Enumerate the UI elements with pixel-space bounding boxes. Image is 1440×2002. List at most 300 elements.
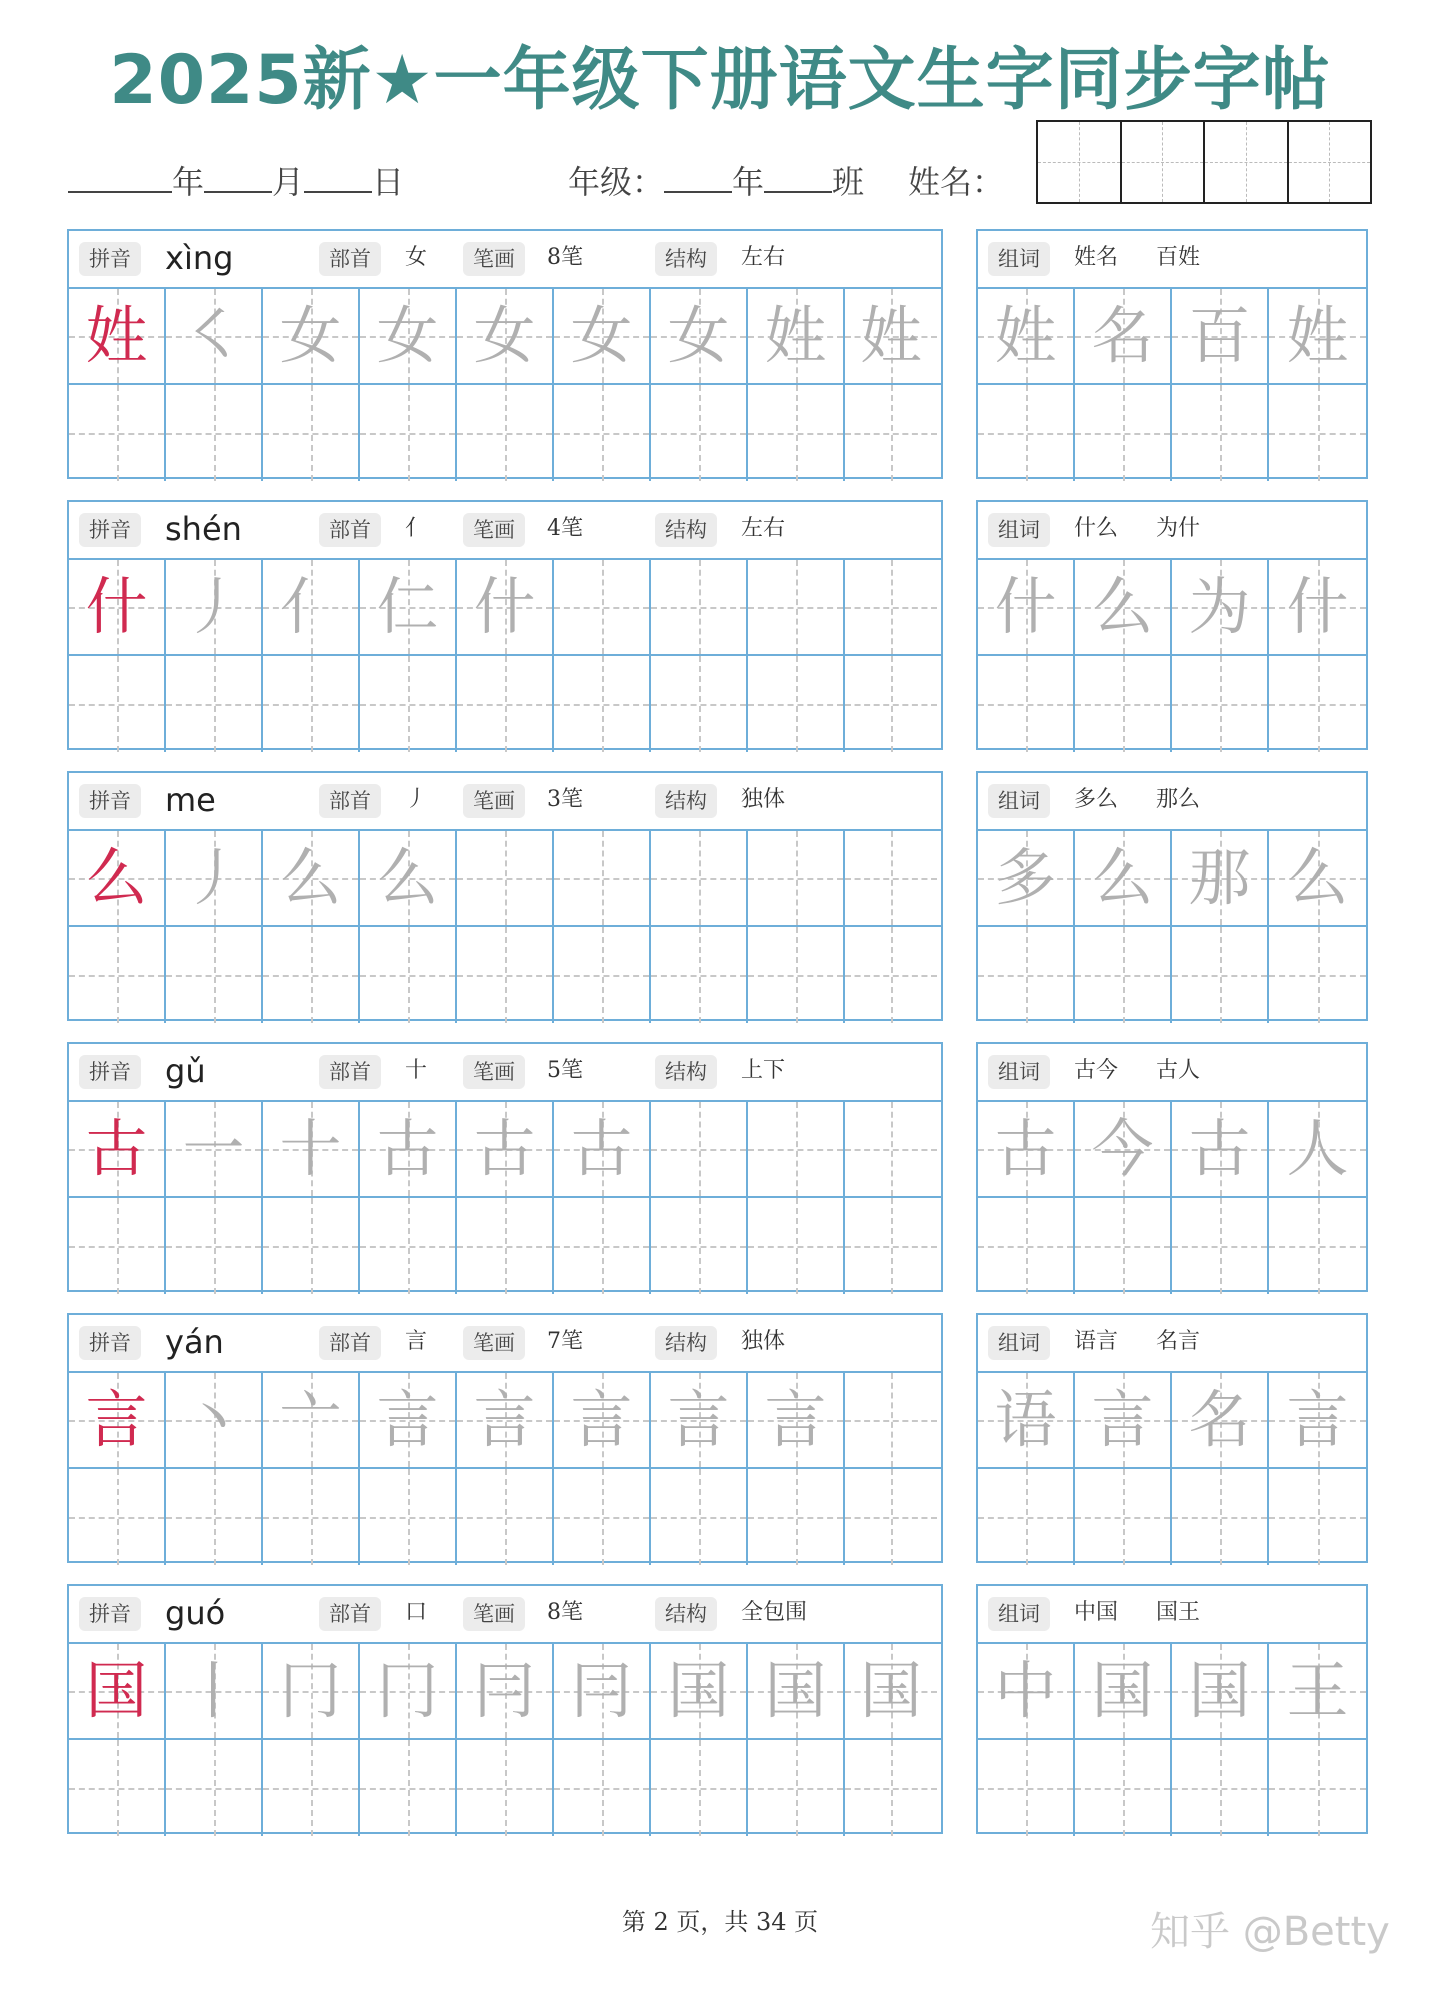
trace-character: 古 — [994, 1112, 1057, 1185]
character-practice-block — [67, 1584, 943, 1834]
trace-character: 国 — [764, 1654, 827, 1727]
main-character: 什 — [85, 570, 148, 643]
writing-cell[interactable] — [69, 1740, 166, 1836]
writing-cell[interactable] — [360, 1740, 457, 1836]
pinyin-value: yán — [165, 1323, 224, 1361]
words-tag: 组词 — [988, 513, 1050, 547]
writing-cell[interactable] — [845, 1102, 937, 1196]
word-cell[interactable] — [1172, 831, 1269, 925]
class-blank[interactable] — [764, 161, 832, 193]
writing-cell[interactable] — [360, 385, 457, 481]
trace-character: 今 — [1091, 1112, 1154, 1185]
writing-cell[interactable] — [457, 1469, 554, 1565]
writing-cell[interactable] — [360, 1102, 457, 1196]
word-cell[interactable] — [1075, 1469, 1172, 1565]
writing-cell[interactable] — [845, 1644, 937, 1738]
grade-blank[interactable] — [664, 161, 732, 193]
pinyin-value: me — [165, 781, 216, 819]
writing-cell[interactable] — [166, 1740, 263, 1836]
name-cell[interactable] — [1122, 122, 1206, 202]
writing-cell[interactable] — [554, 385, 651, 481]
writing-cell[interactable] — [360, 656, 457, 752]
word-cell[interactable] — [1075, 1198, 1172, 1294]
writing-cell[interactable] — [166, 1469, 263, 1565]
main-character: 姓 — [85, 299, 148, 372]
writing-cell[interactable] — [651, 385, 748, 481]
writing-cell[interactable] — [166, 289, 263, 383]
structure-value: 左右 — [741, 245, 786, 270]
name-box[interactable] — [1036, 120, 1372, 204]
character-practice-block — [67, 1313, 943, 1563]
radical-tag: 部首 — [319, 242, 381, 276]
word-info-bar — [978, 773, 1366, 831]
trace-character: 冂 — [279, 1654, 342, 1727]
grade-label: 年级： — [568, 163, 665, 201]
word-cell[interactable] — [1269, 831, 1366, 925]
trace-character: 女 — [279, 299, 342, 372]
structure-tag: 结构 — [655, 1055, 717, 1089]
trace-character: 亻 — [279, 570, 342, 643]
trace-character: 国 — [859, 1654, 922, 1727]
writing-cell[interactable] — [69, 831, 166, 925]
strokes-value: 8笔 — [547, 245, 583, 270]
writing-cell[interactable] — [651, 289, 748, 383]
writing-cell[interactable] — [69, 1198, 166, 1294]
radical-value: 口 — [405, 1600, 428, 1625]
trace-character: 言 — [667, 1383, 730, 1456]
writing-cell[interactable] — [263, 831, 360, 925]
words-tag: 组词 — [988, 242, 1050, 276]
writing-cell[interactable] — [651, 831, 748, 925]
writing-cell[interactable] — [457, 1102, 554, 1196]
trace-character: 国 — [667, 1654, 730, 1727]
writing-cell[interactable] — [554, 560, 651, 654]
word-cell[interactable] — [978, 560, 1075, 654]
writing-cell[interactable] — [845, 1198, 937, 1294]
word-cell[interactable] — [1172, 1469, 1269, 1565]
writing-cell[interactable] — [360, 560, 457, 654]
writing-cell[interactable] — [845, 927, 937, 1023]
trace-character: 丨 — [182, 1654, 245, 1727]
practice-row — [69, 1469, 941, 1565]
writing-cell[interactable] — [360, 1644, 457, 1738]
writing-cell[interactable] — [845, 1469, 937, 1565]
word-cell[interactable] — [1172, 289, 1269, 383]
trace-character: 么 — [1286, 841, 1349, 914]
word-cell[interactable] — [1075, 1740, 1172, 1836]
radical-tag: 部首 — [319, 1055, 381, 1089]
writing-cell[interactable] — [263, 1198, 360, 1294]
writing-cell[interactable] — [263, 1644, 360, 1738]
strokes-tag: 笔画 — [463, 513, 525, 547]
name-cell[interactable] — [1038, 122, 1122, 202]
page-title: 2025新★一年级下册语文生字同步字帖 — [109, 41, 1331, 120]
writing-cell[interactable] — [69, 1644, 166, 1738]
word-cell[interactable] — [1075, 560, 1172, 654]
writing-cell[interactable] — [651, 656, 748, 752]
trace-character: 女 — [667, 299, 730, 372]
trace-character: 国 — [1188, 1654, 1251, 1727]
word-cell[interactable] — [1172, 927, 1269, 1023]
writing-cell[interactable] — [69, 385, 166, 481]
writing-cell[interactable] — [263, 1740, 360, 1836]
writing-cell[interactable] — [69, 289, 166, 383]
month-blank[interactable] — [204, 161, 272, 193]
word-cell[interactable] — [1269, 560, 1366, 654]
word-cell[interactable] — [1269, 1373, 1366, 1467]
writing-cell[interactable] — [457, 1644, 554, 1738]
word-practice-row — [978, 1469, 1366, 1565]
trace-character: 言 — [473, 1383, 536, 1456]
strokes-value: 4笔 — [547, 516, 583, 541]
word-cell[interactable] — [1172, 1102, 1269, 1196]
writing-cell[interactable] — [69, 1102, 166, 1196]
writing-cell[interactable] — [360, 1198, 457, 1294]
word-cell[interactable] — [1075, 656, 1172, 752]
writing-cell[interactable] — [748, 831, 845, 925]
practice-row — [69, 1198, 941, 1294]
writing-cell[interactable] — [554, 656, 651, 752]
writing-cell[interactable] — [845, 1373, 937, 1467]
word-cell[interactable] — [978, 1102, 1075, 1196]
writing-cell[interactable] — [166, 656, 263, 752]
trace-character: 言 — [570, 1383, 633, 1456]
writing-cell[interactable] — [651, 560, 748, 654]
trace-character: 名 — [1091, 299, 1154, 372]
writing-cell[interactable] — [166, 1198, 263, 1294]
trace-character: 姓 — [764, 299, 827, 372]
trace-character: 么 — [1091, 570, 1154, 643]
writing-cell[interactable] — [845, 385, 937, 481]
word-cell[interactable] — [978, 385, 1075, 481]
word-cell[interactable] — [1172, 1373, 1269, 1467]
word-cell[interactable] — [1172, 656, 1269, 752]
writing-cell[interactable] — [263, 1102, 360, 1196]
main-character: 古 — [85, 1112, 148, 1185]
writing-cell[interactable] — [554, 1740, 651, 1836]
pinyin-value: shén — [165, 510, 242, 548]
writing-cell[interactable] — [748, 1740, 845, 1836]
writing-cell[interactable] — [69, 560, 166, 654]
trace-character: 么 — [1091, 841, 1154, 914]
character-info-bar — [69, 1044, 941, 1102]
word-practice-row — [978, 927, 1366, 1023]
writing-cell[interactable] — [457, 927, 554, 1023]
word-practice-row — [978, 385, 1366, 481]
word-cell[interactable] — [1172, 1198, 1269, 1294]
writing-cell[interactable] — [263, 1469, 360, 1565]
trace-row — [69, 1102, 941, 1198]
writing-cell[interactable] — [554, 289, 651, 383]
character-info-bar — [69, 231, 941, 289]
writing-cell[interactable] — [69, 927, 166, 1023]
trace-character: 什 — [1286, 570, 1349, 643]
trace-character: 古 — [1188, 1112, 1251, 1185]
writing-cell[interactable] — [263, 927, 360, 1023]
trace-character: 王 — [1286, 1654, 1349, 1727]
writing-cell[interactable] — [748, 385, 845, 481]
word-practice-block — [976, 229, 1368, 479]
writing-cell[interactable] — [69, 1469, 166, 1565]
writing-cell[interactable] — [360, 1373, 457, 1467]
writing-cell[interactable] — [748, 560, 845, 654]
writing-cell[interactable] — [457, 831, 554, 925]
writing-cell[interactable] — [166, 385, 263, 481]
trace-character: 女 — [376, 299, 439, 372]
word-info-bar — [978, 1586, 1366, 1644]
strokes-tag: 笔画 — [463, 1326, 525, 1360]
word-value: 古今 — [1074, 1058, 1119, 1083]
character-practice-block — [67, 1042, 943, 1292]
word-cell[interactable] — [1269, 1102, 1366, 1196]
trace-character: 古 — [376, 1112, 439, 1185]
word-value: 什么 — [1074, 516, 1119, 541]
trace-character: 一 — [182, 1112, 245, 1185]
writing-cell[interactable] — [554, 1102, 651, 1196]
pinyin-tag: 拼音 — [79, 1055, 141, 1089]
writing-cell[interactable] — [263, 1373, 360, 1467]
character-info-bar — [69, 1315, 941, 1373]
name-cell[interactable] — [1205, 122, 1289, 202]
strokes-value: 8笔 — [547, 1600, 583, 1625]
writing-cell[interactable] — [554, 831, 651, 925]
structure-value: 独体 — [741, 1329, 786, 1354]
writing-cell[interactable] — [554, 1644, 651, 1738]
word-cell[interactable] — [1269, 1469, 1366, 1565]
writing-cell[interactable] — [166, 927, 263, 1023]
word-practice-block — [976, 1313, 1368, 1563]
trace-character: 为 — [1188, 570, 1251, 643]
word-value: 名言 — [1156, 1329, 1201, 1354]
writing-cell[interactable] — [263, 385, 360, 481]
writing-cell[interactable] — [748, 656, 845, 752]
writing-cell[interactable] — [69, 1373, 166, 1467]
month-label: 月 — [272, 163, 305, 201]
character-info-bar — [69, 1586, 941, 1644]
trace-character: 名 — [1188, 1383, 1251, 1456]
structure-tag: 结构 — [655, 242, 717, 276]
writing-cell[interactable] — [748, 1102, 845, 1196]
writing-cell[interactable] — [360, 289, 457, 383]
strokes-value: 5笔 — [547, 1058, 583, 1083]
writing-cell[interactable] — [748, 289, 845, 383]
radical-value: 亻 — [405, 516, 428, 541]
word-value: 那么 — [1156, 787, 1201, 812]
word-cell[interactable] — [978, 1198, 1075, 1294]
trace-character: 丶 — [182, 1383, 245, 1456]
word-cell[interactable] — [1269, 1644, 1366, 1738]
trace-character: 国 — [1091, 1654, 1154, 1727]
character-practice-block — [67, 500, 943, 750]
word-cell[interactable] — [1172, 1740, 1269, 1836]
words-tag: 组词 — [988, 784, 1050, 818]
word-cell[interactable] — [1172, 1644, 1269, 1738]
writing-cell[interactable] — [651, 1373, 748, 1467]
writing-cell[interactable] — [69, 656, 166, 752]
word-cell[interactable] — [1075, 385, 1172, 481]
word-trace-row — [978, 831, 1366, 927]
word-cell[interactable] — [1075, 831, 1172, 925]
writing-cell[interactable] — [845, 289, 937, 383]
words-tag: 组词 — [988, 1597, 1050, 1631]
year-label: 年 — [172, 163, 205, 201]
watermark: 知乎 @Betty — [1150, 1909, 1390, 1955]
day-label: 日 — [372, 163, 405, 201]
word-cell[interactable] — [1269, 289, 1366, 383]
pinyin-tag: 拼音 — [79, 513, 141, 547]
trace-character: 冂 — [376, 1654, 439, 1727]
word-value: 国王 — [1156, 1600, 1201, 1625]
writing-cell[interactable] — [651, 1469, 748, 1565]
writing-cell[interactable] — [554, 1469, 651, 1565]
word-cell[interactable] — [1269, 927, 1366, 1023]
word-trace-row — [978, 1102, 1366, 1198]
word-cell[interactable] — [1075, 927, 1172, 1023]
strokes-tag: 笔画 — [463, 1597, 525, 1631]
word-cell[interactable] — [1172, 385, 1269, 481]
writing-cell[interactable] — [166, 560, 263, 654]
structure-value: 独体 — [741, 787, 786, 812]
writing-cell[interactable] — [748, 1198, 845, 1294]
writing-cell[interactable] — [457, 1740, 554, 1836]
word-info-bar — [978, 1044, 1366, 1102]
word-cell[interactable] — [1075, 1373, 1172, 1467]
word-cell[interactable] — [1075, 289, 1172, 383]
word-trace-row — [978, 560, 1366, 656]
radical-value: 丿 — [405, 787, 428, 812]
year-blank[interactable] — [68, 161, 172, 193]
word-cell[interactable] — [978, 927, 1075, 1023]
trace-character: ㇛ — [182, 299, 245, 372]
writing-cell[interactable] — [651, 927, 748, 1023]
pinyin-value: gǔ — [165, 1052, 206, 1090]
strokes-tag: 笔画 — [463, 1055, 525, 1089]
radical-value: 女 — [405, 245, 428, 270]
writing-cell[interactable] — [845, 656, 937, 752]
writing-cell[interactable] — [748, 1373, 845, 1467]
trace-character: 么 — [279, 841, 342, 914]
writing-cell[interactable] — [651, 1740, 748, 1836]
writing-cell[interactable] — [166, 1373, 263, 1467]
trace-character: 仁 — [376, 570, 439, 643]
strokes-tag: 笔画 — [463, 784, 525, 818]
word-cell[interactable] — [1269, 1198, 1366, 1294]
trace-character: 女 — [570, 299, 633, 372]
trace-row — [69, 1373, 941, 1469]
trace-character: 什 — [473, 570, 536, 643]
word-cell[interactable] — [978, 656, 1075, 752]
trace-row — [69, 1644, 941, 1740]
writing-cell[interactable] — [554, 1373, 651, 1467]
word-cell[interactable] — [1269, 1740, 1366, 1836]
word-value: 语言 — [1074, 1329, 1119, 1354]
writing-cell[interactable] — [263, 560, 360, 654]
writing-cell[interactable] — [263, 656, 360, 752]
name-cell[interactable] — [1289, 122, 1371, 202]
practice-row — [69, 927, 941, 1023]
name-label: 姓名： — [908, 163, 1005, 201]
word-trace-row — [978, 1373, 1366, 1469]
writing-cell[interactable] — [457, 1373, 554, 1467]
writing-cell[interactable] — [360, 927, 457, 1023]
writing-cell[interactable] — [748, 927, 845, 1023]
word-cell[interactable] — [1075, 1102, 1172, 1196]
trace-character: 姓 — [1286, 299, 1349, 372]
trace-character: 姓 — [994, 299, 1057, 372]
writing-cell[interactable] — [360, 831, 457, 925]
writing-cell[interactable] — [845, 831, 937, 925]
trace-row — [69, 831, 941, 927]
writing-cell[interactable] — [748, 1469, 845, 1565]
structure-tag: 结构 — [655, 1326, 717, 1360]
word-cell[interactable] — [978, 289, 1075, 383]
word-practice-block — [976, 1584, 1368, 1834]
structure-value: 上下 — [741, 1058, 786, 1083]
class-line — [568, 160, 1004, 204]
word-cell[interactable] — [1075, 1644, 1172, 1738]
writing-cell[interactable] — [457, 560, 554, 654]
word-value: 多么 — [1074, 787, 1119, 812]
word-practice-row — [978, 1198, 1366, 1294]
writing-cell[interactable] — [554, 927, 651, 1023]
structure-tag: 结构 — [655, 1597, 717, 1631]
writing-cell[interactable] — [845, 1740, 937, 1836]
word-cell[interactable] — [1269, 385, 1366, 481]
radical-tag: 部首 — [319, 513, 381, 547]
word-info-bar — [978, 1315, 1366, 1373]
word-cell[interactable] — [978, 1644, 1075, 1738]
pinyin-value: guó — [165, 1594, 226, 1632]
structure-value: 全包围 — [741, 1600, 808, 1625]
writing-cell[interactable] — [166, 1102, 263, 1196]
writing-cell[interactable] — [457, 656, 554, 752]
trace-character: 古 — [570, 1112, 633, 1185]
writing-cell[interactable] — [457, 289, 554, 383]
writing-cell[interactable] — [457, 385, 554, 481]
page-footer: 第 2 页，共 34 页 — [621, 1908, 819, 1936]
trace-character: 冃 — [570, 1654, 633, 1727]
word-info-bar — [978, 502, 1366, 560]
word-cell[interactable] — [978, 1469, 1075, 1565]
writing-cell[interactable] — [845, 560, 937, 654]
day-blank[interactable] — [304, 161, 372, 193]
pinyin-tag: 拼音 — [79, 1326, 141, 1360]
writing-cell[interactable] — [651, 1102, 748, 1196]
word-cell[interactable] — [1172, 560, 1269, 654]
writing-cell[interactable] — [457, 1198, 554, 1294]
structure-tag: 结构 — [655, 513, 717, 547]
practice-row — [69, 1740, 941, 1836]
word-cell[interactable] — [978, 1373, 1075, 1467]
writing-cell[interactable] — [651, 1198, 748, 1294]
writing-cell[interactable] — [360, 1469, 457, 1565]
practice-row — [69, 385, 941, 481]
writing-cell[interactable] — [748, 1644, 845, 1738]
trace-character: 么 — [376, 841, 439, 914]
writing-cell[interactable] — [166, 831, 263, 925]
strokes-value: 3笔 — [547, 787, 583, 812]
character-practice-block — [67, 771, 943, 1021]
pinyin-tag: 拼音 — [79, 242, 141, 276]
word-cell[interactable] — [978, 831, 1075, 925]
writing-cell[interactable] — [166, 1644, 263, 1738]
trace-character: 丿 — [182, 570, 245, 643]
writing-cell[interactable] — [554, 1198, 651, 1294]
word-cell[interactable] — [978, 1740, 1075, 1836]
word-cell[interactable] — [1269, 656, 1366, 752]
writing-cell[interactable] — [263, 289, 360, 383]
writing-cell[interactable] — [651, 1644, 748, 1738]
